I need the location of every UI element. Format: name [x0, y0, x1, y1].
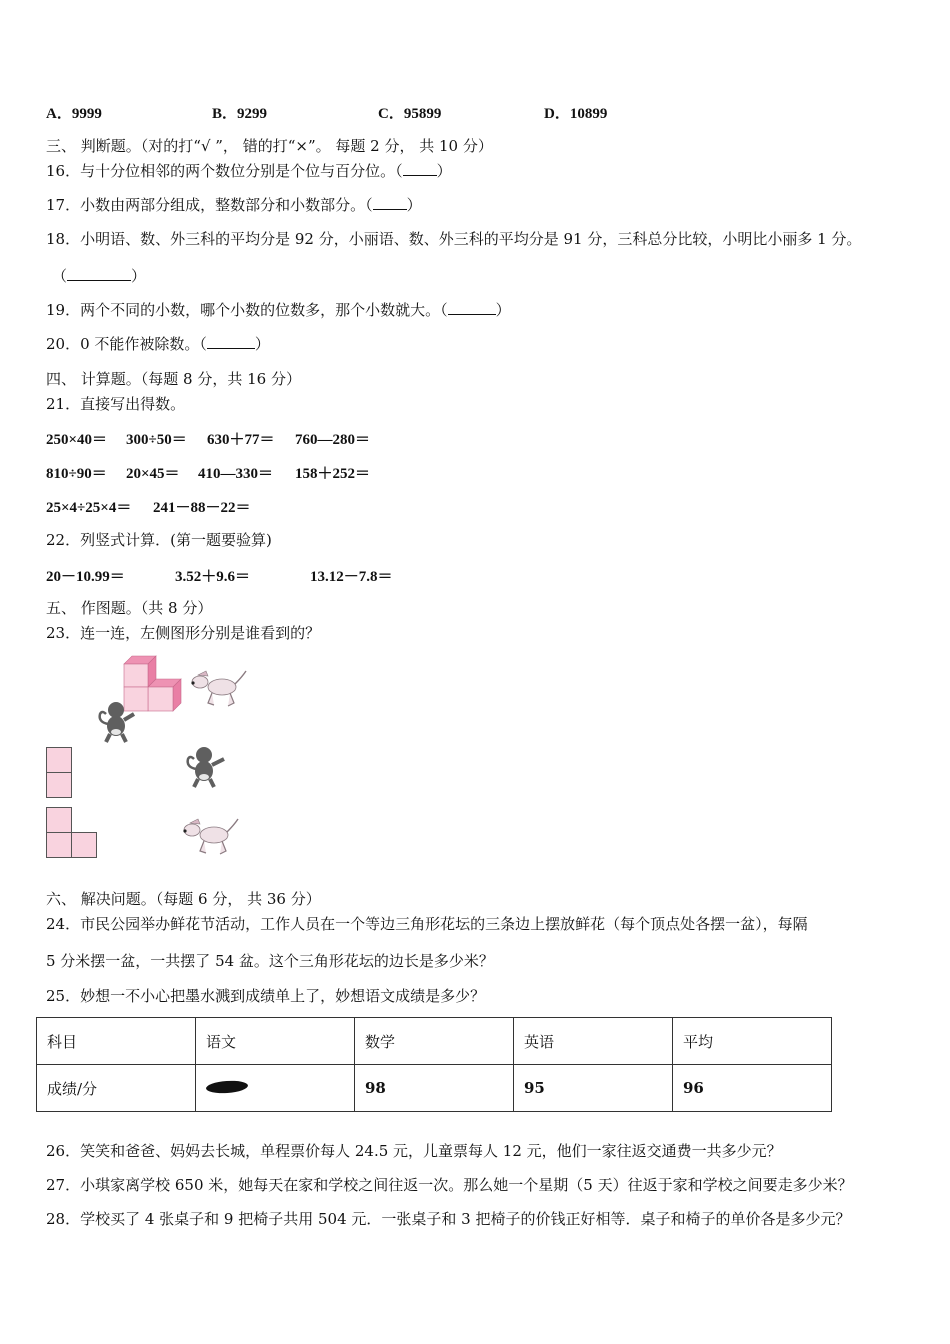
question-28: 28．学校买了 4 张桌子和 9 把椅子共用 504 元．一张桌子和 3 把椅子的价钱正好相等．桌子和椅子的单价各是多少元？	[46, 1210, 851, 1228]
question-18: 18．小明语、数、外三科的平均分是 92 分，小丽语、数、外三科的平均分是 91 分，三科总分比较，小明比小丽多 1 分。	[46, 230, 862, 248]
calc-item: 810÷90＝	[46, 466, 107, 482]
table-cell: 95	[514, 1065, 673, 1112]
question-22: 22．列竖式计算．(第一题要验算)	[46, 531, 272, 549]
front-view-figure	[46, 747, 73, 799]
table-cell: 98	[355, 1065, 514, 1112]
section-5-header: 五、 作图题。（共 8 分）	[46, 599, 213, 617]
question-20	[46, 334, 270, 354]
dog-icon	[182, 815, 240, 859]
question-21: 21．直接写出得数。	[46, 395, 186, 413]
section-6-header: 六、 解决问题。（每题 6 分， 共 36 分）	[46, 890, 321, 908]
monkey-icon	[94, 700, 136, 744]
paren-open: （	[52, 267, 68, 285]
side-view-figure	[46, 807, 99, 859]
calc-item: 300÷50＝	[126, 432, 187, 448]
calc-item: 241－88－22＝	[153, 500, 251, 516]
table-cell: 语文	[196, 1018, 355, 1065]
option-b: B．9299	[212, 106, 268, 122]
calc-item: 630＋77＝	[207, 432, 275, 448]
table-cell: 英语	[514, 1018, 673, 1065]
vertical-calc-item: 13.12－7.8＝	[310, 569, 393, 585]
option-d: D．10899	[544, 106, 608, 122]
monkey-icon	[182, 745, 226, 789]
calc-item: 20×45＝	[126, 466, 180, 482]
answer-blank-20[interactable]	[207, 334, 255, 349]
question-19	[46, 300, 511, 320]
section-3-header: 三、 判断题。（对的打“√ ”， 错的打“×”。 每题 2 分， 共 10 分）	[46, 137, 493, 155]
score-table	[36, 1017, 832, 1112]
table-cell: 成绩/分	[37, 1065, 196, 1112]
ink-blot-icon	[206, 1080, 249, 1095]
question-17	[46, 195, 422, 215]
calc-item: 250×40＝	[46, 432, 108, 448]
calc-item: 760—280＝	[295, 432, 371, 448]
calc-item: 25×4÷25×4＝	[46, 500, 132, 516]
question-17-text: 17．小数由两部分组成，整数部分和小数部分。（	[46, 196, 373, 214]
table-cell-ink-blot	[196, 1065, 355, 1112]
answer-blank-16[interactable]	[403, 161, 437, 176]
question-19-text: 19．两个不同的小数，哪个小数的位数多，那个小数就大。（	[46, 301, 448, 319]
option-c: C．95899	[378, 106, 442, 122]
table-cell: 96	[673, 1065, 832, 1112]
table-cell: 数学	[355, 1018, 514, 1065]
calc-item: 158＋252＝	[295, 466, 371, 482]
paren-close: ）	[495, 301, 511, 319]
question-23: 23．连一连，左侧图形分别是谁看到的？	[46, 624, 321, 642]
question-16	[46, 161, 452, 181]
paren-close: ）	[254, 335, 270, 353]
question-27: 27．小琪家离学校 650 米，她每天在家和学校之间往返一次。那么她一个星期（5 天）往返于家和学校之间要走多少米？	[46, 1176, 853, 1194]
answer-blank-17[interactable]	[373, 195, 407, 210]
question-18-answer	[52, 266, 146, 286]
answer-blank-19[interactable]	[448, 300, 496, 315]
table-cell: 平均	[673, 1018, 832, 1065]
vertical-calc-item: 3.52＋9.6＝	[175, 569, 251, 585]
question-24-line-2: 5 分米摆一盆，一共摆了 54 盆。这个三角形花坛的边长是多少米？	[46, 952, 494, 970]
answer-blank-18[interactable]	[67, 266, 131, 281]
dog-icon	[190, 667, 248, 711]
paren-close: ）	[131, 267, 147, 285]
question-26: 26．笑笑和爸爸、妈妈去长城，单程票价每人 24.5 元，儿童票每人 12 元，他们一家往返交通费一共多少元？	[46, 1142, 782, 1160]
option-a: A．9999	[46, 106, 102, 122]
vertical-calc-item: 20－10.99＝	[46, 569, 125, 585]
table-header-row	[37, 1018, 832, 1065]
section-4-header: 四、 计算题。（每题 8 分，共 16 分）	[46, 370, 301, 388]
table-cell: 科目	[37, 1018, 196, 1065]
paren-close: ）	[406, 196, 422, 214]
question-25: 25．妙想一不小心把墨水溅到成绩单上了，妙想语文成绩是多少？	[46, 987, 486, 1005]
question-24-line-1: 24．市民公园举办鲜花节活动，工作人员在一个等边三角形花坛的三条边上摆放鲜花（每个顶点处各摆一盆），每隔	[46, 915, 808, 933]
table-row	[37, 1065, 832, 1112]
question-20-text: 20．0 不能作被除数。（	[46, 335, 207, 353]
paren-close: ）	[436, 162, 452, 180]
question-16-text: 16．与十分位相邻的两个数位分别是个位与百分位。（	[46, 162, 403, 180]
calc-item: 410—330＝	[198, 466, 274, 482]
